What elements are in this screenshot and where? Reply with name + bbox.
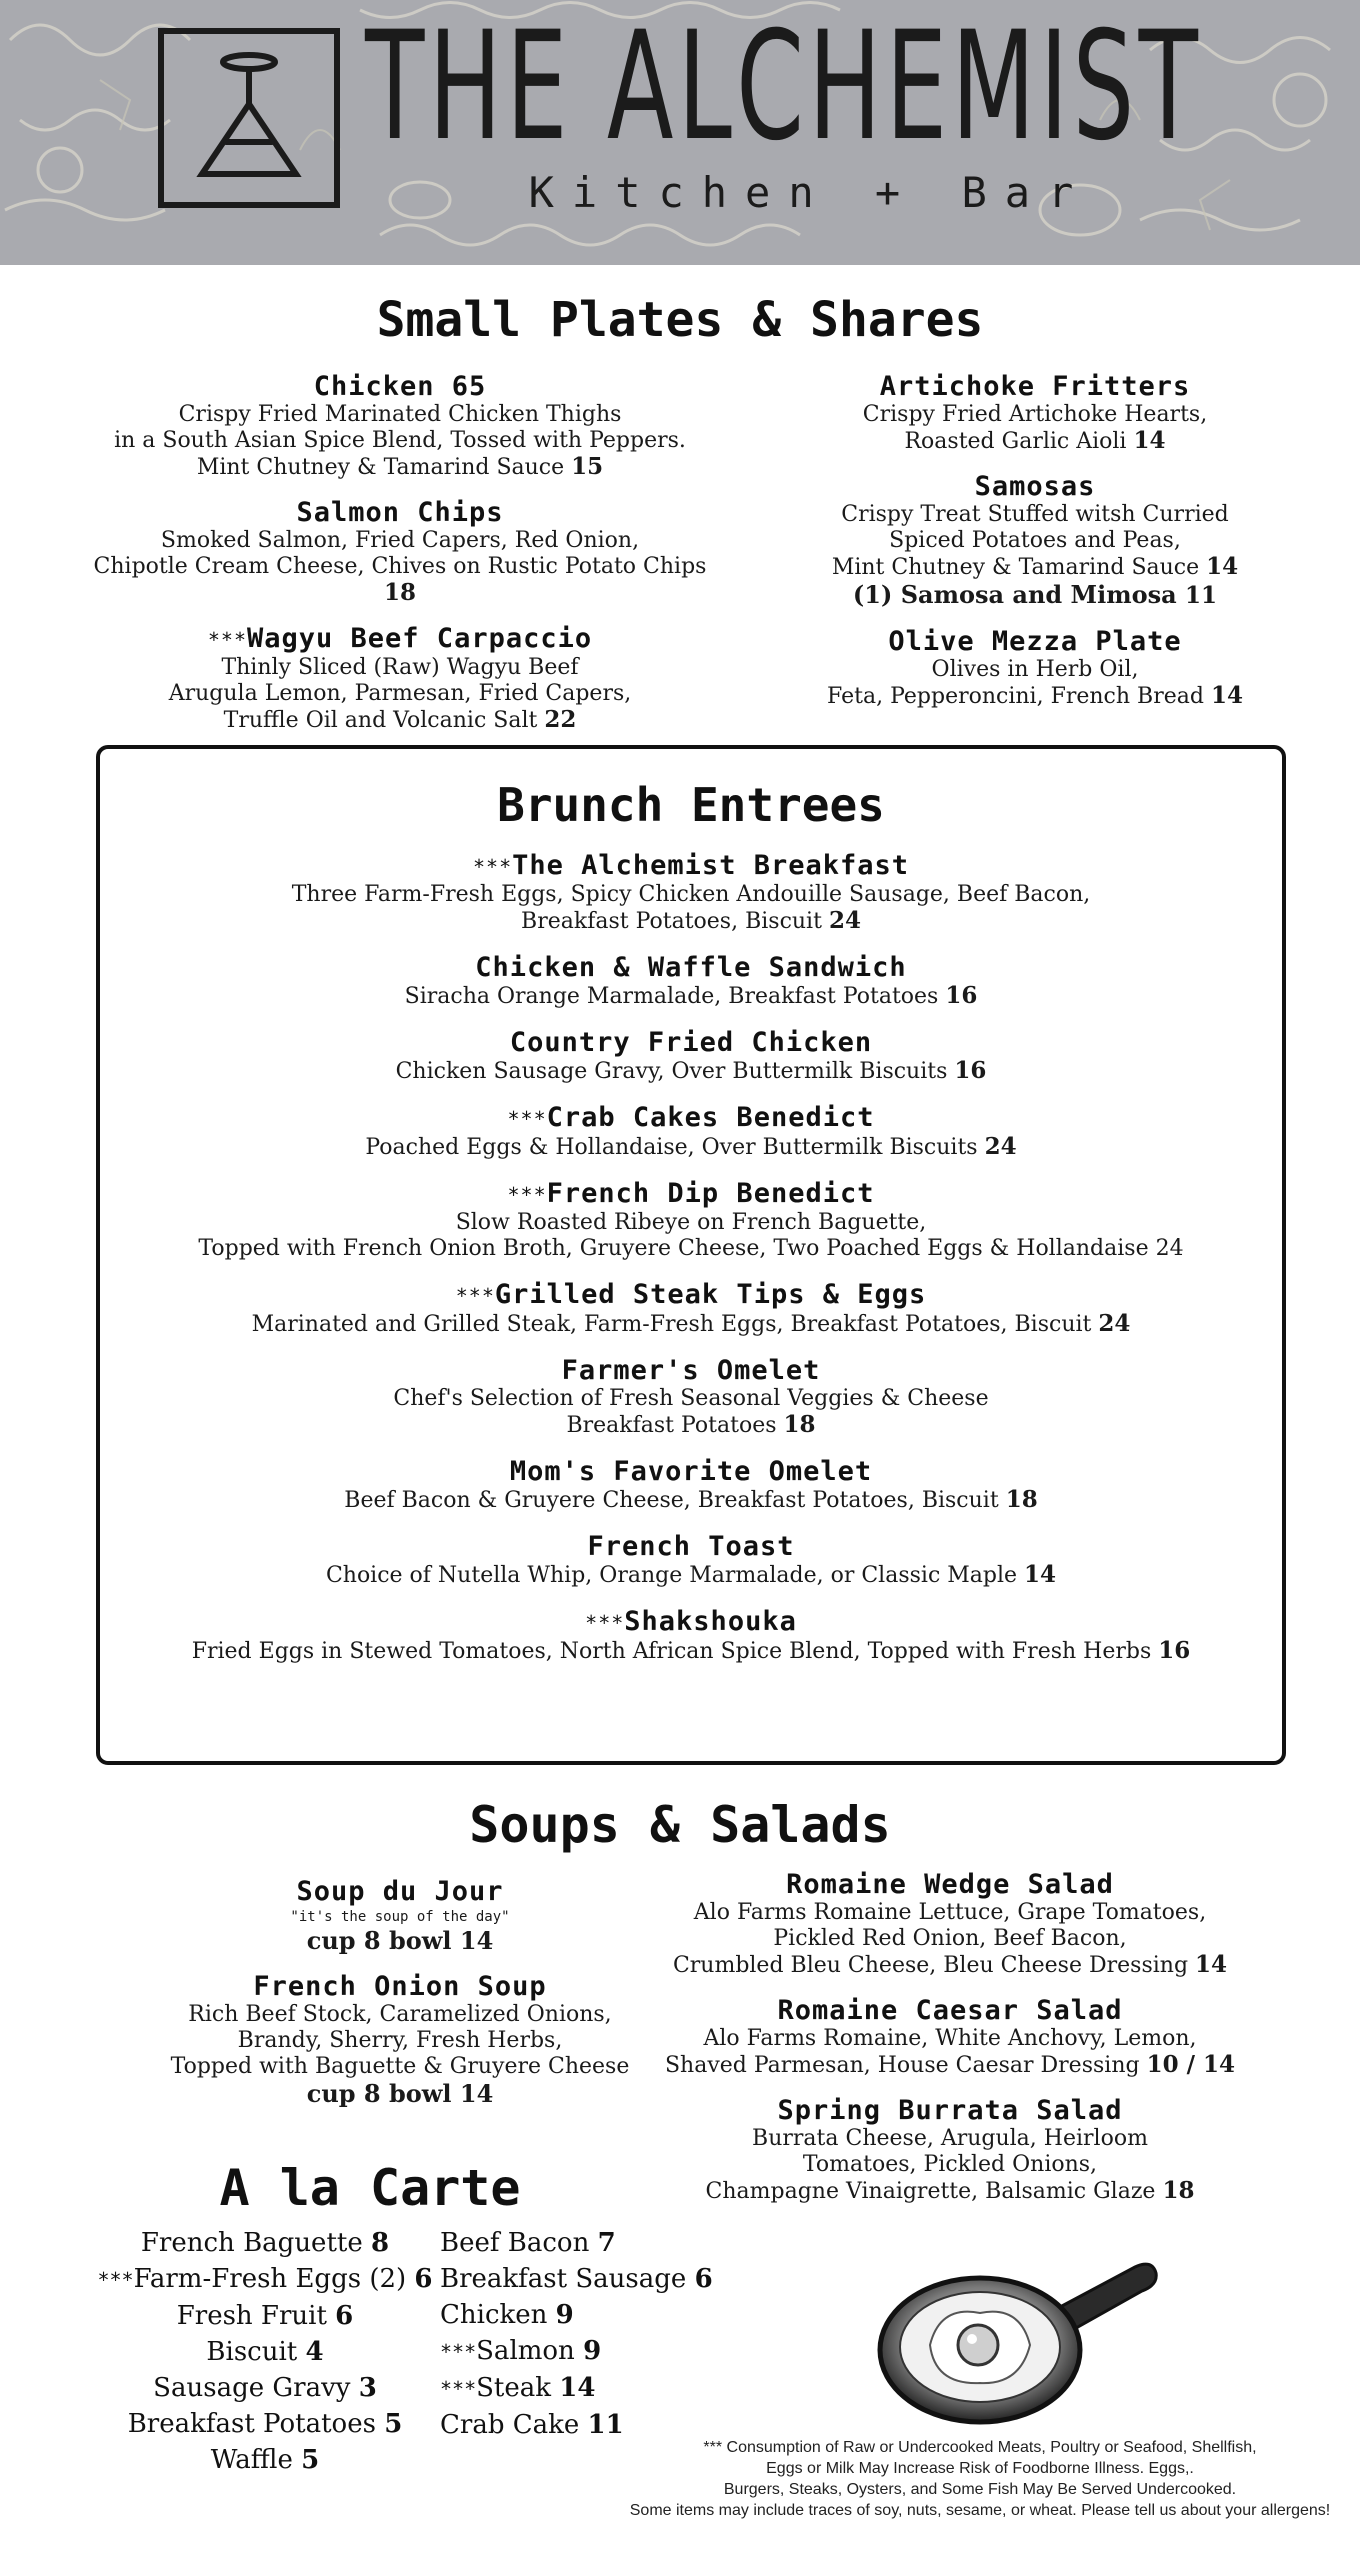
- item-title: Salmon Chips: [296, 497, 504, 528]
- item-title: Shakshouka: [624, 1606, 797, 1637]
- item-desc-line: Spiced Potatoes and Peas,: [889, 528, 1181, 553]
- carte-item-name: Waffle: [210, 2445, 293, 2475]
- carte-item-price: 8: [371, 2228, 390, 2258]
- carte-item-steak: [440, 2370, 720, 2407]
- item-name: [650, 1996, 1250, 2026]
- cocktail-glass-icon: [164, 34, 334, 202]
- item-desc-line: [100, 1236, 1282, 1262]
- carte-item-breakfast-potatoes: [90, 2406, 440, 2442]
- item-desc-line: [100, 1638, 1282, 1665]
- raw-warning-stars: ***: [473, 855, 513, 879]
- item-price: 15: [571, 453, 604, 480]
- item-desc-line: Chef's Selection of Fresh Seasonal Veggies & Cheese: [393, 1386, 989, 1411]
- item-desc-text: Chicken Sausage Gravy, Over Buttermilk Biscuits: [395, 1059, 948, 1084]
- a-la-carte-title: A la Carte: [219, 2159, 521, 2217]
- item-desc-line: [100, 1562, 1282, 1589]
- item-title: Crab Cakes Benedict: [546, 1102, 875, 1133]
- item-desc-text: Shaved Parmesan, House Caesar Dressing: [664, 2053, 1140, 2078]
- item-title: Romaine Caesar Salad: [777, 1995, 1123, 2026]
- item-desc-line: Crispy Fried Artichoke Hearts,: [862, 402, 1208, 427]
- item-desc-line: Alo Farms Romaine Lettuce, Grape Tomatoes,: [693, 1900, 1207, 1925]
- item-price: 10 / 14: [1146, 2051, 1236, 2078]
- item-price: 24: [984, 1133, 1017, 1160]
- item-desc-line: Pickled Red Onion, Beef Bacon,: [773, 1926, 1127, 1951]
- item-desc-line: [770, 554, 1300, 581]
- item-desc-line: [80, 454, 720, 481]
- item-title: Chicken 65: [313, 371, 487, 402]
- soup-quote: "it's the soup of the day": [290, 1909, 510, 1925]
- carte-item-name: Farm-Fresh Eggs (2): [133, 2264, 407, 2294]
- item-desc-text: Mint Chutney & Tamarind Sauce: [831, 555, 1200, 580]
- raw-warning-stars: ***: [207, 628, 247, 652]
- item-name: [100, 1103, 1282, 1134]
- brunch-item-french-toast: [100, 1532, 1282, 1589]
- item-desc-line: Slow Roasted Ribeye on French Baguette,: [455, 1210, 927, 1235]
- logo: [158, 28, 340, 208]
- item-desc-line: Arugula Lemon, Parmesan, Fried Capers,: [168, 681, 632, 706]
- item-desc-text: Breakfast Potatoes: [566, 1413, 777, 1438]
- item-desc-line: [650, 1952, 1250, 1979]
- carte-item-price: 11: [587, 2410, 624, 2440]
- menu-item-salmon-chips: [80, 498, 720, 607]
- header-banner: [0, 0, 1360, 265]
- carte-item-name: Breakfast Potatoes: [127, 2409, 376, 2439]
- brunch-item-french-dip-benedict: [100, 1179, 1282, 1262]
- carte-item-name: Biscuit: [206, 2337, 298, 2367]
- item-title: French Toast: [587, 1531, 795, 1562]
- salads-column: [650, 1870, 1250, 2222]
- brunch-item-country-fried-chicken: [100, 1028, 1282, 1085]
- item-desc-line: Tomatoes, Pickled Onions,: [802, 2152, 1098, 2177]
- item-title: Chicken & Waffle Sandwich: [475, 952, 907, 983]
- frying-pan-egg-icon: [870, 2245, 1160, 2430]
- raw-warning-stars: ***: [440, 2377, 477, 2401]
- item-price: 22: [544, 706, 577, 733]
- item-desc-line: in a South Asian Spice Blend, Tossed with Peppers.: [114, 428, 686, 453]
- salad-item-spring-burrata-salad: [650, 2096, 1250, 2205]
- item-desc-line: Topped with Baguette & Gruyere Cheese: [170, 2054, 630, 2079]
- item-desc-line: Alo Farms Romaine, White Anchovy, Lemon,: [703, 2026, 1197, 2051]
- item-title: Wagyu Beef Carpaccio: [247, 623, 593, 654]
- item-title: French Dip Benedict: [546, 1178, 875, 1209]
- item-price: 14: [1206, 553, 1239, 580]
- carte-item-beef-bacon: [440, 2225, 720, 2261]
- brand-subtitle: Kitchen + Bar: [528, 168, 1092, 217]
- item-price: 14: [1195, 1951, 1228, 1978]
- menu-item-samosas: [770, 472, 1300, 610]
- item-desc-line: [100, 1134, 1282, 1161]
- item-desc-line: Three Farm-Fresh Eggs, Spicy Chicken Andouille Sausage, Beef Bacon,: [291, 882, 1091, 907]
- carte-item-name: Salmon: [476, 2336, 575, 2366]
- footnote-line: Eggs or Milk May Increase Risk of Foodborne Illness. Eggs,.: [766, 2460, 1194, 2477]
- item-price: 24: [828, 907, 861, 934]
- carte-item-biscuit: [90, 2334, 440, 2370]
- item-name: [770, 627, 1300, 657]
- a-la-carte-right-list: [440, 2225, 720, 2443]
- item-desc-text: Chipotle Cream Cheese, Chives on Rustic Potato Chips: [93, 554, 707, 579]
- item-desc-line: Burrata Cheese, Arugula, Heirloom: [752, 2126, 1148, 2151]
- brand-title: THE ALCHEMIST: [365, 0, 1203, 174]
- item-desc-line: [100, 1058, 1282, 1085]
- item-name: [80, 624, 720, 655]
- extra-text: (1) Samosa and Mimosa: [852, 580, 1177, 609]
- salad-item-romaine-wedge-salad: [650, 1870, 1250, 1979]
- carte-item-name: Steak: [476, 2373, 552, 2403]
- carte-item-name: Breakfast Sausage: [440, 2264, 687, 2294]
- item-title: Grilled Steak Tips & Eggs: [494, 1279, 927, 1310]
- footnote-line: *** Consumption of Raw or Undercooked Meats, Poultry or Seafood, Shellfish,: [703, 2439, 1257, 2456]
- brunch-entrees-box: [96, 745, 1286, 1765]
- allergen-footnote: [600, 2437, 1360, 2521]
- carte-item-name: Sausage Gravy: [153, 2373, 351, 2403]
- item-desc-line: Brandy, Sherry, Fresh Herbs,: [237, 2028, 563, 2053]
- menu-item-chicken-65: [80, 372, 720, 481]
- item-name: [100, 1532, 1282, 1562]
- raw-warning-stars: ***: [455, 1284, 495, 1308]
- item-desc-line: Thinly Sliced (Raw) Wagyu Beef: [221, 655, 579, 680]
- brunch-entrees-title: Brunch Entrees: [497, 778, 885, 832]
- item-desc-line: [650, 2178, 1250, 2205]
- item-name: [100, 1179, 1282, 1210]
- menu-item-olive-mezza-plate: [770, 627, 1300, 710]
- item-price: 18: [383, 579, 416, 606]
- item-title: The Alchemist Breakfast: [512, 850, 909, 881]
- raw-warning-stars: ***: [585, 1611, 625, 1635]
- carte-item-price: 6: [694, 2264, 713, 2294]
- small-plates-left-column: [80, 372, 720, 751]
- raw-warning-stars: ***: [440, 2340, 477, 2364]
- brunch-item-the-alchemist-breakfast: [100, 851, 1282, 935]
- carte-item-waffle: [90, 2442, 440, 2478]
- carte-item-breakfast-sausage: [440, 2261, 720, 2297]
- item-desc-line: Olives in Herb Oil,: [931, 657, 1139, 682]
- item-name: French Onion Soup: [253, 1971, 547, 2002]
- item-desc-text: Breakfast Potatoes, Biscuit: [521, 909, 822, 934]
- salad-item-romaine-caesar-salad: [650, 1996, 1250, 2079]
- item-desc-text: Topped with French Onion Broth, Gruyere Cheese, Two Poached Eggs & Hollandaise 24: [198, 1236, 1184, 1261]
- carte-item-name: Fresh Fruit: [176, 2301, 327, 2331]
- brunch-item-farmer-s-omelet: [100, 1356, 1282, 1439]
- item-title: Samosas: [974, 471, 1096, 502]
- item-desc-line: [100, 1412, 1282, 1439]
- item-name: [100, 1356, 1282, 1386]
- item-desc-line: [100, 983, 1282, 1010]
- item-price: 16: [954, 1057, 987, 1084]
- item-desc-line: [80, 554, 720, 607]
- item-title: Olive Mezza Plate: [888, 626, 1182, 657]
- item-desc-text: Beef Bacon & Gruyere Cheese, Breakfast Potatoes, Biscuit: [344, 1488, 999, 1513]
- item-title: Romaine Wedge Salad: [786, 1869, 1114, 1900]
- soup-prices: cup 8 bowl 14: [306, 1926, 494, 1955]
- carte-item-sausage-gravy: [90, 2370, 440, 2406]
- item-name: [100, 1280, 1282, 1311]
- item-desc-text: Crumbled Bleu Cheese, Bleu Cheese Dressing: [672, 1953, 1189, 1978]
- item-name: [100, 1457, 1282, 1487]
- carte-item-fresh-fruit: [90, 2298, 440, 2334]
- raw-warning-stars: ***: [97, 2268, 134, 2292]
- item-name: [80, 372, 720, 402]
- carte-item-farm-fresh-eggs-2: [90, 2261, 440, 2298]
- carte-item-price: 14: [559, 2373, 596, 2403]
- item-desc-line: Crispy Fried Marinated Chicken Thighs: [178, 402, 622, 427]
- item-desc-text: Champagne Vinaigrette, Balsamic Glaze: [705, 2179, 1156, 2204]
- small-plates-title: Small Plates & Shares: [376, 292, 984, 348]
- raw-warning-stars: ***: [507, 1107, 547, 1131]
- item-desc-line: [770, 683, 1300, 710]
- item-name: [100, 1028, 1282, 1058]
- carte-item-name: Crab Cake: [440, 2410, 580, 2440]
- item-desc-text: Choice of Nutella Whip, Orange Marmalade, or Classic Maple: [325, 1563, 1018, 1588]
- carte-item-name: Chicken: [440, 2300, 548, 2330]
- carte-item-price: 5: [384, 2409, 403, 2439]
- item-desc-text: Siracha Orange Marmalade, Breakfast Potatoes: [404, 984, 939, 1009]
- carte-item-price: 9: [555, 2300, 574, 2330]
- item-title: Artichoke Fritters: [879, 371, 1191, 402]
- soup-prices: cup 8 bowl 14: [306, 2079, 494, 2108]
- item-name: [100, 1607, 1282, 1638]
- carte-item-price: 6: [335, 2301, 354, 2331]
- item-desc-text: Truffle Oil and Volcanic Salt: [223, 708, 538, 733]
- item-desc-line: [100, 1487, 1282, 1514]
- item-price: 18: [1162, 2177, 1195, 2204]
- item-extra-offer: [770, 581, 1300, 610]
- item-price: 14: [1133, 427, 1166, 454]
- item-desc-text: Marinated and Grilled Steak, Farm-Fresh Eggs, Breakfast Potatoes, Biscuit: [251, 1312, 1092, 1337]
- carte-item-french-baguette: [90, 2225, 440, 2261]
- carte-item-chicken: [440, 2297, 720, 2333]
- item-name: [770, 372, 1300, 402]
- item-name: [650, 1870, 1250, 1900]
- carte-item-price: 4: [305, 2337, 324, 2367]
- item-name: [650, 2096, 1250, 2126]
- item-desc-line: Smoked Salmon, Fried Capers, Red Onion,: [160, 528, 640, 553]
- small-plates-right-column: [770, 372, 1300, 727]
- item-price: 18: [783, 1411, 816, 1438]
- item-desc-text: Mint Chutney & Tamarind Sauce: [196, 455, 565, 480]
- brunch-item-shakshouka: [100, 1607, 1282, 1665]
- item-price: 16: [945, 982, 978, 1009]
- menu-item-wagyu-beef-carpaccio: [80, 624, 720, 734]
- item-price: 14: [1024, 1561, 1057, 1588]
- soup-du-jour: [140, 1877, 660, 1955]
- item-title: Country Fried Chicken: [509, 1027, 873, 1058]
- item-title: Farmer's Omelet: [561, 1355, 821, 1386]
- item-price: 14: [1210, 682, 1243, 709]
- brunch-item-grilled-steak-tips-eggs: [100, 1280, 1282, 1338]
- item-desc-line: Rich Beef Stock, Caramelized Onions,: [188, 2002, 612, 2027]
- soups-salads-title: Soups & Salads: [469, 1796, 891, 1854]
- carte-item-salmon: [440, 2333, 720, 2370]
- french-onion-soup: [140, 1972, 660, 2108]
- item-desc-text: Fried Eggs in Stewed Tomatoes, North African Spice Blend, Topped with Fresh Herbs: [191, 1639, 1152, 1664]
- footnote-line: Some items may include traces of soy, nuts, sesame, or wheat. Please tell us about your allergens!: [629, 2502, 1331, 2519]
- raw-warning-stars: ***: [507, 1183, 547, 1207]
- item-price: 24: [1098, 1310, 1131, 1337]
- menu-item-artichoke-fritters: [770, 372, 1300, 455]
- item-desc-text: Feta, Pepperoncini, French Bread: [827, 684, 1204, 709]
- extra-price: 11: [1185, 582, 1218, 609]
- soups-column: [140, 1877, 660, 2125]
- footnote-line: Burgers, Steaks, Oysters, and Some Fish May Be Served Undercooked.: [723, 2481, 1237, 2498]
- item-name: Soup du Jour: [296, 1876, 504, 1907]
- brunch-item-crab-cakes-benedict: [100, 1103, 1282, 1161]
- item-price: 18: [1005, 1486, 1038, 1513]
- carte-item-price: 5: [301, 2445, 320, 2475]
- item-price: 16: [1158, 1637, 1191, 1664]
- item-desc-line: Crispy Treat Stuffed witsh Curried: [841, 502, 1229, 527]
- brunch-entrees-list: [100, 851, 1282, 1683]
- carte-item-price: 3: [358, 2373, 377, 2403]
- item-desc-line: [650, 2052, 1250, 2079]
- item-name: [100, 953, 1282, 983]
- item-desc-line: [100, 1311, 1282, 1338]
- item-title: Spring Burrata Salad: [777, 2095, 1123, 2126]
- brunch-item-chicken-waffle-sandwich: [100, 953, 1282, 1010]
- carte-item-price: 6: [414, 2264, 433, 2294]
- carte-item-price: 7: [597, 2228, 616, 2258]
- item-name: [770, 472, 1300, 502]
- item-desc-text: Roasted Garlic Aioli: [904, 429, 1127, 454]
- item-desc-line: [770, 428, 1300, 455]
- item-desc-line: [80, 707, 720, 734]
- item-name: [100, 851, 1282, 882]
- item-desc-line: [100, 908, 1282, 935]
- item-desc-text: Poached Eggs & Hollandaise, Over Buttermilk Biscuits: [365, 1135, 978, 1160]
- carte-item-name: French Baguette: [140, 2228, 363, 2258]
- item-name: [80, 498, 720, 528]
- item-title: Mom's Favorite Omelet: [509, 1456, 873, 1487]
- a-la-carte-left-list: [90, 2225, 440, 2478]
- carte-item-name: Beef Bacon: [440, 2228, 590, 2258]
- carte-item-price: 9: [583, 2336, 602, 2366]
- brunch-item-mom-s-favorite-omelet: [100, 1457, 1282, 1514]
